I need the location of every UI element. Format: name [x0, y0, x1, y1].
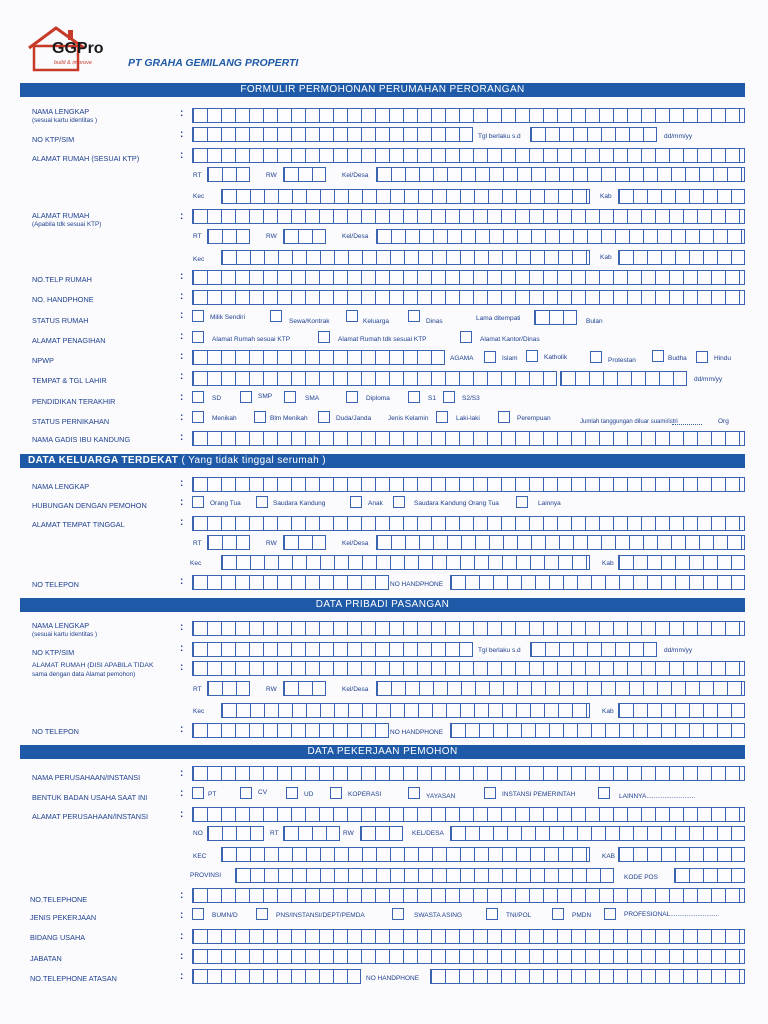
input-telp[interactable]: [192, 270, 745, 285]
cb-instansi[interactable]: [484, 787, 496, 799]
text-s4-jp-opts-3: TNI/POL: [506, 912, 532, 919]
colon-separator: :: [180, 211, 184, 222]
text-s4-jp-opts-0: BUMN/D: [212, 912, 238, 919]
text-s1-nk-opts-1: Blm Menikah: [270, 415, 308, 422]
input-kec2[interactable]: [221, 250, 590, 265]
text-s1-rw: RW: [266, 233, 277, 240]
colon-separator: :: [180, 331, 184, 342]
text-s3-telp: NO TELEPON: [32, 727, 79, 736]
text-s1-jk-opts-0: Laki-laki: [456, 415, 480, 422]
cb-swasta[interactable]: [392, 908, 404, 920]
cb-anak[interactable]: [350, 496, 362, 508]
colon-separator: :: [180, 971, 184, 982]
cb-katholik[interactable]: [526, 350, 538, 362]
colon-separator: :: [180, 291, 184, 302]
text-s1-st-opts-3: Dinas: [426, 318, 443, 325]
company-name: PT GRAHA GEMILANG PROPERTI: [128, 57, 299, 69]
text-s1-rt: RT: [193, 233, 202, 240]
text-s2-kec: Kec: [190, 560, 202, 567]
input-alamat2[interactable]: [192, 209, 745, 224]
input-pk-hp[interactable]: [430, 969, 745, 984]
input-pk-kec[interactable]: [221, 847, 590, 862]
cb-pk-lainnya[interactable]: [598, 787, 610, 799]
text-s1-org: Org: [718, 418, 729, 425]
text-s2-hub-opts-4: Lainnya: [538, 500, 561, 507]
text-s3-tgl: Tgl berlaku s.d: [478, 647, 521, 654]
input-ps-rw[interactable]: [283, 681, 326, 696]
text-s1-bulan: Bulan: [586, 318, 603, 325]
text-s3-ktp: NO KTP/SIM: [32, 648, 75, 657]
colon-separator: :: [180, 497, 184, 508]
cb-perempuan[interactable]: [498, 411, 510, 423]
cb-cv[interactable]: [240, 787, 252, 799]
cb-protestan[interactable]: [590, 351, 602, 363]
input-ps-nama[interactable]: [192, 621, 745, 636]
text-s4-bt-opts-6: LAINNYA...........................: [619, 793, 696, 800]
text-s3-hp: NO HANDPHONE: [390, 729, 444, 736]
colon-separator: :: [180, 809, 184, 820]
text-s2-rt: RT: [193, 540, 202, 547]
cb-s1[interactable]: [408, 391, 420, 403]
text-s1-ag-opts-1: Katholik: [544, 354, 568, 361]
text-s2-title: DATA KELUARGA TERDEKAT: [28, 455, 179, 466]
label-ibu: NAMA GADIS IBU KANDUNG: [32, 435, 131, 444]
label-status: STATUS RUMAH: [32, 316, 89, 325]
text-s2-title-sub: ( Yang tidak tinggal serumah ): [181, 455, 326, 466]
text-s1-pd-opts-3: Diploma: [366, 395, 390, 402]
text-s1-pd-opts-1: SMP: [258, 393, 273, 400]
cb-duda[interactable]: [318, 411, 330, 423]
input-hp[interactable]: [192, 290, 745, 305]
input-lama[interactable]: [534, 310, 577, 325]
text-s2-hub: HUBUNGAN DENGAN PEMOHON: [32, 501, 147, 510]
text-s2-hub-opts-0: Orang Tua: [210, 500, 241, 507]
input-pk-kodepos[interactable]: [674, 868, 745, 883]
colon-separator: :: [180, 576, 184, 587]
text-s2-kab: Kab: [602, 560, 614, 567]
text-s3-rw: RW: [266, 686, 277, 693]
text-s1-ddmm: dd/mm/yy: [694, 376, 723, 383]
input-pk-kel[interactable]: [450, 826, 745, 841]
text-s1-st-opts-1: Sewa/Kontrak: [289, 318, 330, 325]
logo-text: GGPro: [52, 40, 104, 57]
text-s4-kab: KAB: [602, 853, 616, 860]
colon-separator: :: [180, 890, 184, 901]
input-pk-telp[interactable]: [192, 888, 745, 903]
text-s1-ag-opts-0: Islam: [502, 355, 518, 362]
text-s2-hub-opts-2: Anak: [368, 500, 383, 507]
input-kel-kec[interactable]: [221, 555, 590, 570]
text-s3-ddmm: dd/mm/yy: [664, 647, 693, 654]
text-s2-nama: NAMA LENGKAP: [32, 482, 90, 491]
text-s4-bt-opts-2: UD: [304, 791, 314, 798]
input-rw1[interactable]: [283, 167, 326, 182]
input-pk-jabatan[interactable]: [192, 949, 745, 964]
text-s3-kab: Kab: [602, 708, 614, 715]
section-keluarga-bar: [20, 454, 745, 468]
text-s4-bt-opts-0: PT: [208, 791, 217, 798]
text-s1-pd-opts-0: SD: [212, 395, 222, 402]
cb-pn-tdk[interactable]: [318, 331, 330, 343]
input-pk-bidang[interactable]: [192, 929, 745, 944]
colon-separator: :: [180, 310, 184, 321]
label-tempat: TEMPAT & TGL LAHIR: [32, 376, 107, 385]
cb-bumn[interactable]: [192, 908, 204, 920]
colon-separator: :: [180, 788, 184, 799]
colon-separator: :: [180, 351, 184, 362]
cb-hindu[interactable]: [696, 351, 708, 363]
text-s4-alamat: ALAMAT PERUSAHAAN/INSTANSI: [32, 812, 148, 821]
colon-separator: :: [180, 622, 184, 633]
text-s3-nama-sub: (sesuai kartu identitas ): [32, 631, 98, 638]
input-kel-kel[interactable]: [376, 535, 745, 550]
logo-tagline: build & improve: [54, 60, 92, 66]
input-kel1[interactable]: [376, 167, 745, 182]
label-alamat1: ALAMAT RUMAH (SESUAI KTP): [32, 154, 140, 163]
input-ps-kec[interactable]: [221, 703, 590, 718]
text-s4-kec: KEC: [193, 853, 207, 860]
text-s3-nama: NAMA LENGKAP: [32, 621, 90, 630]
cb-yayasan[interactable]: [408, 787, 420, 799]
cb-sd[interactable]: [192, 391, 204, 403]
input-kel-rw[interactable]: [283, 535, 326, 550]
input-pk-prov[interactable]: [235, 868, 614, 883]
text-s4-jenis: JENIS PEKERJAAN: [30, 913, 97, 922]
colon-separator: :: [180, 412, 184, 423]
text-s1-st-opts-0: Milik Sendiri: [210, 314, 246, 321]
colon-separator: :: [180, 108, 184, 119]
cb-laki[interactable]: [436, 411, 448, 423]
input-kab2[interactable]: [618, 250, 745, 265]
colon-separator: :: [180, 371, 184, 382]
text-s1-alamat2-sub: (Apabila tdk sesuai KTP): [32, 221, 102, 228]
input-kec1[interactable]: [221, 189, 590, 204]
text-s1-jk: Jenis Kelamin: [388, 415, 429, 422]
cb-diploma[interactable]: [346, 391, 358, 403]
cb-pn-kantor[interactable]: [460, 331, 472, 343]
input-ps-alamat[interactable]: [192, 661, 745, 676]
input-npwp[interactable]: [192, 350, 445, 365]
input-kel-telp[interactable]: [192, 575, 389, 590]
text-s1-st-opts-2: Keluarga: [363, 318, 390, 325]
input-rt2[interactable]: [207, 229, 250, 244]
text-s4-kodepos: KODE POS: [624, 874, 658, 881]
text-s3-rt: RT: [193, 686, 202, 693]
input-kel-rt[interactable]: [207, 535, 250, 550]
text-s1-ag-opts-2: Protestan: [608, 357, 636, 364]
input-kel2[interactable]: [376, 229, 745, 244]
label-nama-sub: (sesuai kartu identitas ): [32, 117, 98, 124]
text-s1-agama: AGAMA: [450, 355, 474, 362]
input-tgl-lahir[interactable]: [560, 371, 687, 386]
colon-separator: :: [180, 768, 184, 779]
text-s2-hub-opts-1: Saudara Kandung: [273, 500, 326, 507]
input-ps-telp[interactable]: [192, 723, 389, 738]
section-pasangan-bar: DATA PRIBADI PASANGAN: [20, 598, 745, 612]
text-s1-kec: Kec: [193, 256, 205, 263]
text-s4-prov: PROVINSI: [190, 872, 222, 879]
text-s4-atasan: NO.TELEPHONE ATASAN: [30, 974, 117, 983]
input-rt1[interactable]: [207, 167, 250, 182]
text-s4-bidang: BIDANG USAHA: [30, 933, 86, 942]
text-s4-jp-opts-5: PROFESIONAL...........................: [624, 911, 719, 918]
cb-koperasi[interactable]: [330, 787, 342, 799]
colon-separator: :: [180, 910, 184, 921]
colon-separator: :: [180, 662, 184, 673]
text-s3-kec: Kec: [193, 708, 205, 715]
input-kel-kab[interactable]: [618, 555, 745, 570]
label-ddmmyy: dd/mm/yy: [664, 133, 693, 140]
text-s1-pn-opts-1: Alamat Rumah tdk sesuai KTP: [338, 336, 427, 343]
text-s1-kel: Kel/Desa: [342, 172, 369, 179]
text-s4-bt-opts-3: KOPERASI: [348, 791, 382, 798]
text-s2-kel: Kel/Desa: [342, 540, 369, 547]
text-s3-kel: Kel/Desa: [342, 686, 369, 693]
colon-separator: :: [180, 478, 184, 489]
text-s1-kab: Kab: [600, 254, 612, 261]
input-rw2[interactable]: [283, 229, 326, 244]
text-s2-telp: NO TELEPON: [32, 580, 79, 589]
label-nama: NAMA LENGKAP: [32, 107, 90, 116]
text-s2-rw: RW: [266, 540, 277, 547]
text-s4-kel: KEL/DESA: [412, 830, 444, 837]
text-s1-kel: Kel/Desa: [342, 233, 369, 240]
input-pk-rt[interactable]: [283, 826, 340, 841]
label-nikah: STATUS PERNIKAHAN: [32, 417, 110, 426]
cb-lainnya[interactable]: [516, 496, 528, 508]
input-ps-kab[interactable]: [618, 703, 745, 718]
input-tempat[interactable]: [192, 371, 557, 386]
text-s1-tanggungan: Jumlah tanggungan diluar suami/istri: [580, 419, 678, 425]
input-tanggungan[interactable]: [672, 424, 702, 425]
label-telp: NO.TELP RUMAH: [32, 275, 92, 284]
cb-budha[interactable]: [652, 350, 664, 362]
cb-smp[interactable]: [240, 391, 252, 403]
text-s1-ag-opts-4: Hindu: [714, 355, 731, 362]
text-s4-bentuk: BENTUK BADAN USAHA SAAT INI: [32, 793, 148, 802]
colon-separator: :: [180, 724, 184, 735]
label-pendidikan: PENDIDIKAN TERAKHIR: [32, 397, 116, 406]
input-ps-kel[interactable]: [376, 681, 745, 696]
cb-tni[interactable]: [486, 908, 498, 920]
input-pk-kab[interactable]: [618, 847, 745, 862]
input-ktp[interactable]: [192, 127, 473, 142]
text-s4-bt-opts-5: INSTANSI PEMERINTAH: [502, 791, 576, 798]
text-s1-rw: RW: [266, 172, 277, 179]
section-pekerjaan-bar: DATA PEKERJAAN PEMOHON: [20, 745, 745, 759]
input-pk-nama[interactable]: [192, 766, 745, 781]
text-s1-rt: RT: [193, 172, 202, 179]
text-s1-pd-opts-4: S1: [428, 395, 436, 402]
label-ktp: NO KTP/SIM: [32, 135, 75, 144]
colon-separator: :: [180, 392, 184, 403]
text-s4-bt-opts-1: CV: [258, 789, 268, 796]
text-s2-hp: NO HANDPHONE: [390, 581, 444, 588]
cb-sewa[interactable]: [270, 310, 282, 322]
text-s4-jp-opts-4: PMDN: [572, 912, 592, 919]
label-hp: NO. HANDPHONE: [32, 295, 94, 304]
colon-separator: :: [180, 517, 184, 528]
text-s3-alamat: ALAMAT RUMAH (DISI APABILA TIDAK: [32, 662, 154, 669]
cb-saudara-ortu[interactable]: [393, 496, 405, 508]
label-penagihan: ALAMAT PENAGIHAN: [32, 336, 106, 345]
input-ps-rt[interactable]: [207, 681, 250, 696]
cb-keluarga[interactable]: [346, 310, 358, 322]
cb-s2[interactable]: [443, 391, 455, 403]
text-s4-rw: RW: [343, 830, 354, 837]
input-pk-atasan[interactable]: [192, 969, 361, 984]
label-npwp: NPWP: [32, 356, 54, 365]
text-s1-pn-opts-0: Alamat Rumah sesuai KTP: [212, 336, 291, 343]
colon-separator: :: [180, 432, 184, 443]
input-nama[interactable]: [192, 108, 745, 123]
cb-ud[interactable]: [286, 787, 298, 799]
cb-ortu[interactable]: [192, 496, 204, 508]
cb-blm[interactable]: [254, 411, 266, 423]
text-s4-jp-opts-2: SWASTA ASING: [414, 912, 463, 919]
text-s4-bt-opts-4: YAYASAN: [426, 793, 456, 800]
cb-milik[interactable]: [192, 310, 204, 322]
text-s1-kec: Kec: [193, 193, 205, 200]
input-alamat1[interactable]: [192, 148, 745, 163]
text-s3-alamat-sub: sama dengan data Alamat pemohon): [32, 671, 136, 678]
text-s1-pd-opts-2: SMA: [305, 395, 320, 402]
text-s1-pn-opts-2: Alamat Kantor/Dinas: [480, 336, 540, 343]
text-s2-alamat: ALAMAT TEMPAT TINGGAL: [32, 520, 125, 529]
text-s4-telp: NO.TELEPHONE: [30, 895, 88, 904]
input-pk-no[interactable]: [207, 826, 264, 841]
input-ps-ktp[interactable]: [192, 642, 473, 657]
cb-islam[interactable]: [484, 351, 496, 363]
input-kel-nama[interactable]: [192, 477, 745, 492]
text-s1-nk-opts-2: Duda/Janda: [336, 415, 372, 422]
text-s1-jk-opts-1: Perempuan: [517, 415, 551, 422]
input-kel-hp[interactable]: [450, 575, 745, 590]
cb-pt[interactable]: [192, 787, 204, 799]
input-ibu[interactable]: [192, 431, 745, 446]
input-ps-tgl[interactable]: [530, 642, 657, 657]
text-s1-ag-opts-3: Budha: [668, 355, 687, 362]
input-pk-rw[interactable]: [360, 826, 403, 841]
cb-menikah[interactable]: [192, 411, 204, 423]
colon-separator: :: [180, 951, 184, 962]
cb-pmdn[interactable]: [552, 908, 564, 920]
input-pk-alamat[interactable]: [192, 807, 745, 822]
cb-pn-ktp[interactable]: [192, 331, 204, 343]
colon-separator: :: [180, 931, 184, 942]
text-s4-jabatan: JABATAN: [30, 954, 62, 963]
text-s4-rt: RT: [270, 830, 279, 837]
input-ps-hp[interactable]: [450, 723, 745, 738]
text-s1-lama: Lama ditempati: [476, 315, 521, 322]
text-s1-kab: Kab: [600, 193, 612, 200]
colon-separator: :: [180, 150, 184, 161]
cb-dinas[interactable]: [408, 310, 420, 322]
form-title-bar: FORMULIR PERMOHONAN PERUMAHAN PERORANGAN: [20, 83, 745, 97]
input-tgl-berlaku[interactable]: [530, 127, 657, 142]
colon-separator: :: [180, 271, 184, 282]
text-s1-pd-opts-5: S2/S3: [462, 395, 480, 402]
text-s2-hub-opts-3: Saudara Kandung Orang Tua: [414, 500, 499, 507]
cb-profesional[interactable]: [604, 908, 616, 920]
input-kab1[interactable]: [618, 189, 745, 204]
label-tgl-berlaku: Tgl berlaku s.d: [478, 133, 521, 140]
text-s4-hp: NO HANDPHONE: [366, 975, 420, 982]
cb-pns[interactable]: [256, 908, 268, 920]
cb-sma[interactable]: [284, 391, 296, 403]
text-s1-nk-opts-0: Menikah: [212, 415, 237, 422]
text-s4-jp-opts-1: PNS/INSTANSI/DEPT/PEMDA: [276, 912, 365, 919]
cb-saudara[interactable]: [256, 496, 268, 508]
text-s4-no: NO: [193, 830, 203, 837]
colon-separator: :: [180, 643, 184, 654]
text-s4-nama: NAMA PERUSAHAAN/INSTANSI: [32, 773, 141, 782]
label-alamat2: ALAMAT RUMAH: [32, 211, 90, 220]
input-kel-alamat[interactable]: [192, 516, 745, 531]
colon-separator: :: [180, 129, 184, 140]
